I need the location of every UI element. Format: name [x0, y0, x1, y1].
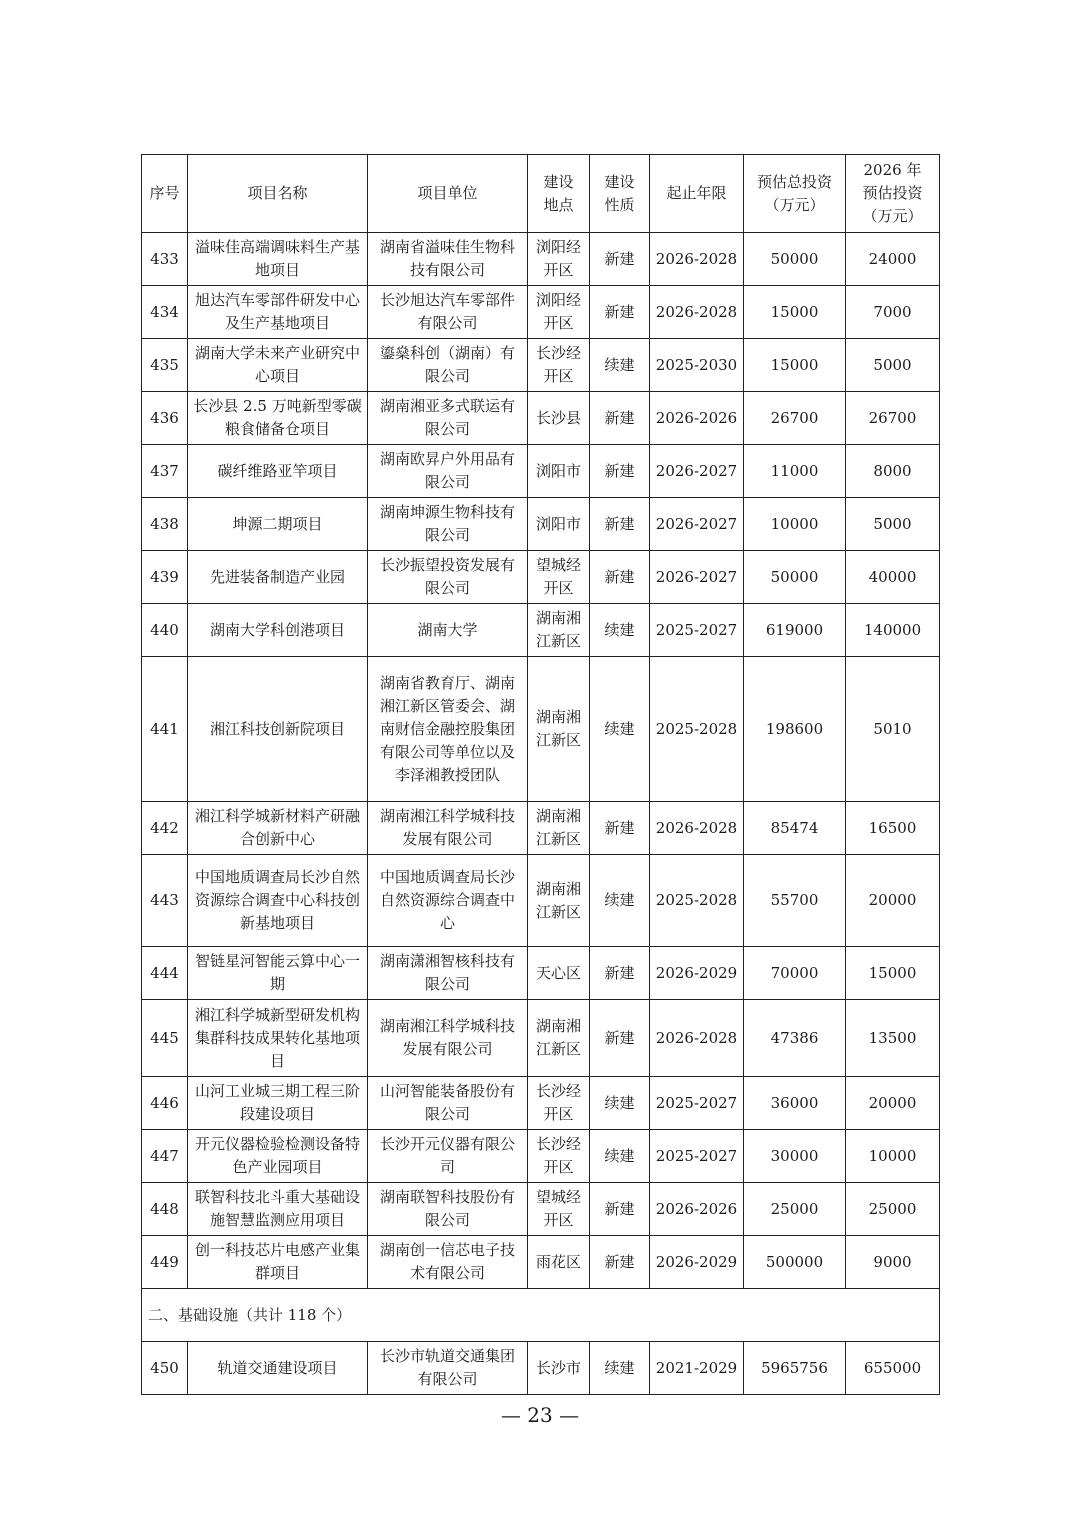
cell-investment-2026: 140000 — [846, 604, 940, 657]
cell-serial-number: 439 — [142, 551, 188, 604]
cell-investment-2026: 40000 — [846, 551, 940, 604]
cell-total-investment: 15000 — [744, 339, 846, 392]
cell-project-unit: 长沙市轨道交通集团有限公司 — [368, 1342, 528, 1395]
cell-project-name: 智链星河智能云算中心一期 — [188, 947, 368, 1000]
cell-investment-2026: 15000 — [846, 947, 940, 1000]
cell-project-unit: 湖南创一信芯电子技术有限公司 — [368, 1236, 528, 1289]
header-nature: 建设 性质 — [590, 155, 650, 233]
cell-project-unit: 长沙旭达汽车零部件有限公司 — [368, 286, 528, 339]
cell-serial-number: 441 — [142, 657, 188, 802]
cell-location: 雨花区 — [528, 1236, 590, 1289]
cell-nature: 续建 — [590, 855, 650, 947]
cell-project-name: 联智科技北斗重大基础设施智慧监测应用项目 — [188, 1183, 368, 1236]
cell-total-investment: 15000 — [744, 286, 846, 339]
cell-project-unit: 湖南省溢味佳生物科技有限公司 — [368, 233, 528, 286]
cell-location: 湖南湘江新区 — [528, 657, 590, 802]
cell-project-name: 开元仪器检验检测设备特色产业园项目 — [188, 1130, 368, 1183]
cell-location: 湖南湘江新区 — [528, 802, 590, 855]
cell-serial-number: 448 — [142, 1183, 188, 1236]
cell-project-name: 溢味佳高端调味料生产基地项目 — [188, 233, 368, 286]
cell-total-investment: 36000 — [744, 1077, 846, 1130]
cell-location: 长沙经开区 — [528, 1077, 590, 1130]
cell-total-investment: 500000 — [744, 1236, 846, 1289]
cell-nature: 新建 — [590, 1000, 650, 1077]
cell-total-investment: 198600 — [744, 657, 846, 802]
cell-nature: 续建 — [590, 1077, 650, 1130]
cell-nature: 续建 — [590, 1130, 650, 1183]
section-title: 二、基础设施（共计 118 个） — [142, 1289, 940, 1342]
cell-period: 2026-2026 — [650, 392, 744, 445]
cell-period: 2025-2028 — [650, 657, 744, 802]
cell-location: 望城经开区 — [528, 1183, 590, 1236]
cell-nature: 新建 — [590, 392, 650, 445]
cell-location: 长沙县 — [528, 392, 590, 445]
cell-location: 望城经开区 — [528, 551, 590, 604]
table-row — [142, 445, 940, 498]
cell-period: 2026-2028 — [650, 233, 744, 286]
cell-location: 长沙经开区 — [528, 339, 590, 392]
cell-nature: 续建 — [590, 1342, 650, 1395]
cell-nature: 续建 — [590, 604, 650, 657]
cell-period: 2026-2027 — [650, 551, 744, 604]
cell-project-unit: 湖南湘江科学城科技发展有限公司 — [368, 1000, 528, 1077]
page-number: — 23 — — [500, 1403, 580, 1427]
cell-project-name: 湘江科学城新材料产研融合创新中心 — [188, 802, 368, 855]
cell-nature: 新建 — [590, 1183, 650, 1236]
cell-serial-number: 447 — [142, 1130, 188, 1183]
cell-nature: 新建 — [590, 802, 650, 855]
cell-investment-2026: 655000 — [846, 1342, 940, 1395]
table-row — [142, 855, 940, 947]
cell-project-name: 湖南大学未来产业研究中心项目 — [188, 339, 368, 392]
cell-project-unit: 湖南省教育厅、湖南湘江新区管委会、湖南财信金融控股集团有限公司等单位以及李泽湘教授团队 — [368, 657, 528, 802]
cell-location: 长沙市 — [528, 1342, 590, 1395]
cell-investment-2026: 5000 — [846, 498, 940, 551]
table-row — [142, 498, 940, 551]
cell-location: 湖南湘江新区 — [528, 855, 590, 947]
cell-nature: 续建 — [590, 657, 650, 802]
cell-period: 2025-2028 — [650, 855, 744, 947]
cell-serial-number: 443 — [142, 855, 188, 947]
cell-nature: 续建 — [590, 339, 650, 392]
cell-project-unit: 湖南联智科技股份有限公司 — [368, 1183, 528, 1236]
cell-serial-number: 435 — [142, 339, 188, 392]
cell-serial-number: 438 — [142, 498, 188, 551]
cell-project-name: 湘江科技创新院项目 — [188, 657, 368, 802]
cell-project-unit: 山河智能装备股份有限公司 — [368, 1077, 528, 1130]
cell-project-name: 湖南大学科创港项目 — [188, 604, 368, 657]
cell-total-investment: 25000 — [744, 1183, 846, 1236]
cell-location: 湖南湘江新区 — [528, 604, 590, 657]
cell-project-unit: 鎏燊科创（湖南）有限公司 — [368, 339, 528, 392]
cell-project-name: 湘江科学城新型研发机构集群科技成果转化基地项目 — [188, 1000, 368, 1077]
cell-project-name: 中国地质调查局长沙自然资源综合调查中心科技创新基地项目 — [188, 855, 368, 947]
cell-period: 2026-2028 — [650, 1000, 744, 1077]
cell-project-unit: 湖南欧昇户外用品有限公司 — [368, 445, 528, 498]
cell-period: 2026-2029 — [650, 1236, 744, 1289]
cell-total-investment: 11000 — [744, 445, 846, 498]
cell-project-unit: 长沙开元仪器有限公司 — [368, 1130, 528, 1183]
cell-period: 2025-2030 — [650, 339, 744, 392]
cell-total-investment: 26700 — [744, 392, 846, 445]
cell-nature: 新建 — [590, 286, 650, 339]
table-row — [142, 551, 940, 604]
cell-project-unit: 湖南湘亚多式联运有限公司 — [368, 392, 528, 445]
header-project-name: 项目名称 — [188, 155, 368, 233]
cell-nature: 新建 — [590, 551, 650, 604]
cell-total-investment: 55700 — [744, 855, 846, 947]
cell-period: 2025-2027 — [650, 604, 744, 657]
cell-location: 天心区 — [528, 947, 590, 1000]
cell-total-investment: 50000 — [744, 233, 846, 286]
cell-serial-number: 433 — [142, 233, 188, 286]
cell-total-investment: 85474 — [744, 802, 846, 855]
cell-serial-number: 444 — [142, 947, 188, 1000]
cell-serial-number: 437 — [142, 445, 188, 498]
cell-investment-2026: 5000 — [846, 339, 940, 392]
table-row — [142, 339, 940, 392]
project-table — [141, 154, 940, 1395]
cell-period: 2026-2027 — [650, 498, 744, 551]
cell-project-name: 旭达汽车零部件研发中心及生产基地项目 — [188, 286, 368, 339]
cell-serial-number: 440 — [142, 604, 188, 657]
cell-project-unit: 湖南坤源生物科技有限公司 — [368, 498, 528, 551]
section-row — [142, 1289, 940, 1342]
cell-project-name: 坤源二期项目 — [188, 498, 368, 551]
cell-project-unit: 湖南湘江科学城科技发展有限公司 — [368, 802, 528, 855]
cell-investment-2026: 7000 — [846, 286, 940, 339]
cell-period: 2021-2029 — [650, 1342, 744, 1395]
table-row — [142, 604, 940, 657]
table-row — [142, 1183, 940, 1236]
cell-period: 2026-2028 — [650, 286, 744, 339]
cell-serial-number: 434 — [142, 286, 188, 339]
table-row — [142, 802, 940, 855]
cell-project-unit: 长沙振望投资发展有限公司 — [368, 551, 528, 604]
cell-total-investment: 5965756 — [744, 1342, 846, 1395]
cell-investment-2026: 16500 — [846, 802, 940, 855]
header-row — [142, 155, 940, 233]
cell-nature: 新建 — [590, 1236, 650, 1289]
table-row — [142, 1000, 940, 1077]
table-row — [142, 286, 940, 339]
cell-serial-number: 450 — [142, 1342, 188, 1395]
cell-project-unit: 中国地质调查局长沙自然资源综合调查中心 — [368, 855, 528, 947]
cell-location: 湖南湘江新区 — [528, 1000, 590, 1077]
cell-total-investment: 10000 — [744, 498, 846, 551]
header-period: 起止年限 — [650, 155, 744, 233]
cell-investment-2026: 8000 — [846, 445, 940, 498]
cell-serial-number: 436 — [142, 392, 188, 445]
cell-investment-2026: 13500 — [846, 1000, 940, 1077]
cell-project-name: 长沙县 2.5 万吨新型零碳粮食储备仓项目 — [188, 392, 368, 445]
header-location: 建设 地点 — [528, 155, 590, 233]
cell-project-name: 山河工业城三期工程三阶段建设项目 — [188, 1077, 368, 1130]
table-row — [142, 1077, 940, 1130]
cell-location: 浏阳经开区 — [528, 233, 590, 286]
header-serial-number: 序号 — [142, 155, 188, 233]
cell-location: 浏阳市 — [528, 498, 590, 551]
cell-total-investment: 47386 — [744, 1000, 846, 1077]
cell-period: 2026-2029 — [650, 947, 744, 1000]
cell-investment-2026: 26700 — [846, 392, 940, 445]
header-total-investment: 预估总投资 （万元） — [744, 155, 846, 233]
cell-period: 2026-2027 — [650, 445, 744, 498]
cell-total-investment: 50000 — [744, 551, 846, 604]
cell-investment-2026: 24000 — [846, 233, 940, 286]
cell-investment-2026: 20000 — [846, 855, 940, 947]
cell-investment-2026: 20000 — [846, 1077, 940, 1130]
table-row — [142, 233, 940, 286]
cell-nature: 新建 — [590, 947, 650, 1000]
cell-location: 浏阳市 — [528, 445, 590, 498]
cell-period: 2025-2027 — [650, 1130, 744, 1183]
table-row — [142, 1342, 940, 1395]
cell-location: 浏阳经开区 — [528, 286, 590, 339]
table-row — [142, 392, 940, 445]
cell-nature: 新建 — [590, 233, 650, 286]
cell-project-name: 创一科技芯片电感产业集群项目 — [188, 1236, 368, 1289]
cell-nature: 新建 — [590, 445, 650, 498]
cell-project-unit: 湖南大学 — [368, 604, 528, 657]
table-row — [142, 1236, 940, 1289]
cell-project-name: 轨道交通建设项目 — [188, 1342, 368, 1395]
cell-investment-2026: 9000 — [846, 1236, 940, 1289]
cell-investment-2026: 25000 — [846, 1183, 940, 1236]
cell-serial-number: 446 — [142, 1077, 188, 1130]
cell-project-name: 碳纤维路亚竿项目 — [188, 445, 368, 498]
header-investment-2026: 2026 年 预估投资 （万元） — [846, 155, 940, 233]
table-row — [142, 1130, 940, 1183]
cell-investment-2026: 10000 — [846, 1130, 940, 1183]
cell-serial-number: 442 — [142, 802, 188, 855]
cell-period: 2026-2028 — [650, 802, 744, 855]
cell-period: 2025-2027 — [650, 1077, 744, 1130]
cell-project-name: 先进装备制造产业园 — [188, 551, 368, 604]
header-project-unit: 项目单位 — [368, 155, 528, 233]
table-row — [142, 947, 940, 1000]
cell-project-unit: 湖南潇湘智核科技有限公司 — [368, 947, 528, 1000]
cell-total-investment: 619000 — [744, 604, 846, 657]
cell-total-investment: 30000 — [744, 1130, 846, 1183]
cell-period: 2026-2026 — [650, 1183, 744, 1236]
cell-nature: 新建 — [590, 498, 650, 551]
cell-serial-number: 449 — [142, 1236, 188, 1289]
cell-serial-number: 445 — [142, 1000, 188, 1077]
cell-total-investment: 70000 — [744, 947, 846, 1000]
table-row — [142, 657, 940, 802]
cell-location: 长沙经开区 — [528, 1130, 590, 1183]
cell-investment-2026: 5010 — [846, 657, 940, 802]
